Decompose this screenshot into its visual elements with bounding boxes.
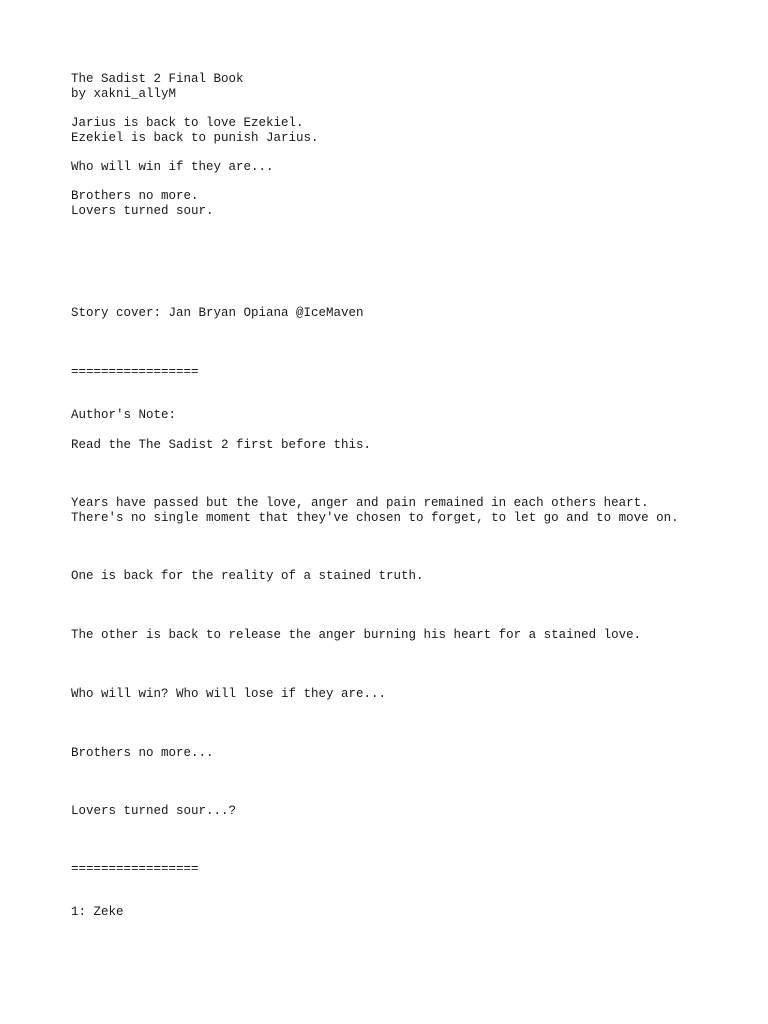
blurb-line-1: Jarius is back to love Ezekiel. [71,116,304,130]
blurb-line-3: Brothers no more. [71,189,199,203]
blurb-question: Who will win if they are... [71,160,274,174]
separator-2: ================= [71,862,199,876]
paragraph-4: Who will win? Who will lose if they are... [71,687,387,701]
paragraph-2: One is back for the reality of a stained truth. [71,569,424,583]
cover-credit: Story cover: Jan Bryan Opiana @IceMaven [71,306,364,320]
chapter-heading: 1: Zeke [71,905,124,919]
blurb-line-2: Ezekiel is back to punish Jarius. [71,131,319,145]
document-byline: by xakni_allyM [71,87,177,101]
separator-1: ================= [71,365,199,379]
blurb-line-4: Lovers turned sour. [71,204,214,218]
document-page [71,72,731,920]
paragraph-5: Brothers no more... [71,746,214,760]
paragraph-1-line-1: Years have passed but the love, anger and pain remained in each others heart. [71,496,649,510]
paragraph-3: The other is back to release the anger burning his heart for a stained love. [71,628,642,642]
authors-note-heading: Author's Note: [71,408,177,422]
document-title: The Sadist 2 Final Book [71,72,244,86]
authors-note-text: Read the The Sadist 2 first before this. [71,438,372,452]
paragraph-6: Lovers turned sour...? [71,804,237,818]
paragraph-1-line-2: There's no single moment that they've chosen to forget, to let go and to move on. [71,511,679,525]
